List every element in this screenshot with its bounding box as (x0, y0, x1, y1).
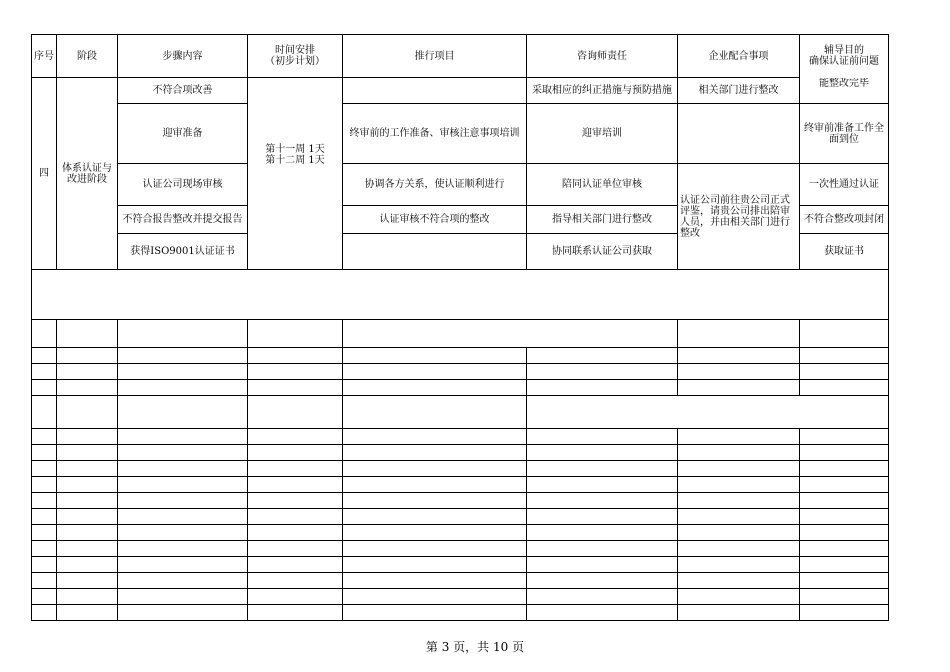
empty-cell (343, 525, 527, 541)
header-items: 推行项目 (343, 35, 527, 78)
empty-cell (343, 396, 527, 429)
section-no: 四 (32, 78, 57, 270)
empty-row (32, 557, 889, 573)
header-stage: 阶段 (57, 35, 118, 78)
empty-cell (118, 364, 248, 380)
schedule-line2: 第十二周 1天 (265, 154, 325, 166)
empty-cell (32, 509, 57, 525)
empty-cell (118, 380, 248, 396)
header-enterprise: 企业配合事项 (678, 35, 800, 78)
empty-cell (57, 541, 118, 557)
empty-cell (57, 525, 118, 541)
empty-row (32, 589, 889, 605)
empty-cell (527, 477, 678, 493)
blank-band-cell (32, 270, 889, 320)
empty-row (32, 493, 889, 509)
aux-cell: 终审前准备工作全面到位 (800, 104, 889, 164)
empty-cell (57, 445, 118, 461)
empty-cell (678, 573, 800, 589)
empty-cell (343, 348, 527, 364)
empty-row (32, 445, 889, 461)
consultant-cell: 迎审培训 (527, 104, 678, 164)
empty-cell (527, 445, 678, 461)
empty-cell (57, 380, 118, 396)
empty-cell (343, 589, 527, 605)
empty-cell (800, 541, 889, 557)
header-steps: 步骤内容 (118, 35, 248, 78)
empty-cell (118, 445, 248, 461)
empty-cell (248, 493, 343, 509)
header-aux (800, 35, 889, 78)
empty-cell (527, 429, 678, 445)
footer-middle: 页，共 (453, 640, 490, 654)
empty-cell (248, 525, 343, 541)
empty-cell (800, 429, 889, 445)
empty-cell (343, 605, 527, 621)
section-stage: 体系认证与改进阶段 (57, 78, 118, 270)
empty-cell (32, 396, 57, 429)
empty-cell (343, 509, 527, 525)
footer-page-number: 3 (441, 640, 450, 654)
empty-cell (343, 429, 527, 445)
empty-cell (800, 509, 889, 525)
aux-cell: 一次性通过认证 (800, 164, 889, 206)
empty-cell (527, 509, 678, 525)
empty-cell (57, 493, 118, 509)
item-cell: 终审前的工作准备、审核注意事项培训 (343, 104, 527, 164)
header-row (32, 35, 889, 78)
empty-cell (527, 605, 678, 621)
empty-cell (527, 573, 678, 589)
empty-cell (118, 525, 248, 541)
step-cell: 不符合报告整改并提交报告 (118, 206, 248, 234)
empty-cell (343, 541, 527, 557)
empty-cell (800, 445, 889, 461)
empty-cell (248, 364, 343, 380)
empty-cell (527, 396, 889, 429)
empty-cell (118, 541, 248, 557)
consultant-cell: 采取相应的纠正措施与预防措施 (527, 78, 678, 104)
header-schedule-line2: （初步计划） (265, 56, 325, 67)
empty-cell (118, 605, 248, 621)
item-cell: 协调各方关系，使认证顺利进行 (343, 164, 527, 206)
empty-cell (248, 589, 343, 605)
empty-cell (57, 573, 118, 589)
empty-cell (343, 380, 527, 396)
empty-cell (32, 589, 57, 605)
empty-cell (343, 557, 527, 573)
enterprise-merged-cell: 认证公司前往贵公司正式评鉴，请贵公司排出陪审人员，并由相关部门进行整改 (678, 164, 800, 270)
footer-suffix: 页 (512, 640, 525, 654)
empty-cell (678, 477, 800, 493)
empty-cell (527, 525, 678, 541)
empty-cell (248, 348, 343, 364)
aux-cell: 能整改完毕 (800, 78, 889, 104)
empty-cell (527, 557, 678, 573)
header-aux-line1: 辅导目的 (824, 45, 864, 57)
item-cell (343, 78, 527, 104)
empty-cell (678, 557, 800, 573)
empty-cell (800, 557, 889, 573)
empty-cell (57, 320, 118, 348)
empty-cell (343, 573, 527, 589)
empty-row (32, 541, 889, 557)
empty-cell (527, 589, 678, 605)
empty-cell (248, 509, 343, 525)
empty-cell (32, 493, 57, 509)
empty-cell (678, 509, 800, 525)
empty-cell (248, 573, 343, 589)
empty-cell (32, 380, 57, 396)
empty-cell (32, 320, 57, 348)
empty-row (32, 364, 889, 380)
step-cell: 不符合项改善 (118, 78, 248, 104)
item-cell: 认证审核不符合项的整改 (343, 206, 527, 234)
empty-cell (800, 605, 889, 621)
empty-cell (118, 557, 248, 573)
empty-cell (57, 589, 118, 605)
header-aux-line2: 确保认证前问题 (809, 56, 879, 68)
empty-cell (678, 525, 800, 541)
empty-cell (678, 380, 800, 396)
empty-cell (527, 364, 678, 380)
empty-cell (32, 348, 57, 364)
step-cell: 获得ISO9001认证证书 (118, 234, 248, 270)
empty-cell (118, 429, 248, 445)
empty-cell (800, 525, 889, 541)
empty-cell (800, 380, 889, 396)
header-schedule (248, 35, 343, 78)
table-row (32, 164, 889, 206)
empty-cell (678, 445, 800, 461)
enterprise-cell: 相关部门进行整改 (678, 78, 800, 104)
empty-cell (32, 445, 57, 461)
empty-cell (32, 605, 57, 621)
empty-cell (248, 445, 343, 461)
empty-cell (118, 348, 248, 364)
empty-cell (800, 364, 889, 380)
empty-cell (32, 477, 57, 493)
empty-cell (32, 573, 57, 589)
empty-cell (248, 461, 343, 477)
empty-cell (678, 320, 800, 348)
empty-cell (678, 348, 800, 364)
empty-cell (800, 573, 889, 589)
empty-cell (800, 477, 889, 493)
empty-cell (118, 396, 248, 429)
empty-cell (57, 509, 118, 525)
step-cell: 认证公司现场审核 (118, 164, 248, 206)
empty-cell (248, 320, 343, 348)
empty-cell (32, 557, 57, 573)
empty-cell (118, 509, 248, 525)
empty-cell (800, 320, 889, 348)
empty-cell (678, 589, 800, 605)
empty-cell (800, 461, 889, 477)
empty-row (32, 461, 889, 477)
blank-band-row (32, 270, 889, 320)
empty-cell (118, 477, 248, 493)
empty-cell (118, 493, 248, 509)
empty-row (32, 509, 889, 525)
empty-row (32, 477, 889, 493)
aux-cell: 不符合整改项封闭 (800, 206, 889, 234)
empty-cell (118, 589, 248, 605)
aux-cell: 获取证书 (800, 234, 889, 270)
empty-row (32, 320, 889, 348)
plan-table (31, 34, 889, 621)
footer-prefix: 第 (425, 640, 438, 654)
consultant-cell: 陪同认证单位审核 (527, 164, 678, 206)
empty-cell (57, 348, 118, 364)
empty-cell (118, 461, 248, 477)
empty-cell (32, 541, 57, 557)
empty-cell (527, 461, 678, 477)
empty-cell (678, 605, 800, 621)
empty-cell (678, 364, 800, 380)
schedule-line1: 第十一周 1天 (265, 143, 325, 155)
empty-cell (57, 461, 118, 477)
empty-cell (57, 477, 118, 493)
empty-cell (678, 461, 800, 477)
empty-cell (343, 320, 678, 348)
page-footer (0, 638, 950, 655)
empty-cell (343, 445, 527, 461)
item-cell (343, 234, 527, 270)
empty-cell (527, 493, 678, 509)
empty-cell (343, 493, 527, 509)
empty-row (32, 380, 889, 396)
empty-cell (32, 429, 57, 445)
empty-cell (343, 477, 527, 493)
empty-cell (248, 396, 343, 429)
empty-cell (32, 364, 57, 380)
section-schedule (248, 78, 343, 270)
empty-cell (32, 461, 57, 477)
table-row (32, 104, 889, 164)
empty-cell (248, 477, 343, 493)
empty-cell (248, 380, 343, 396)
empty-cell (57, 364, 118, 380)
empty-cell (678, 429, 800, 445)
empty-cell (32, 525, 57, 541)
empty-cell (57, 429, 118, 445)
empty-cell (118, 573, 248, 589)
empty-cell (248, 541, 343, 557)
footer-total-pages: 10 (493, 640, 509, 654)
empty-cell (248, 605, 343, 621)
empty-row (32, 429, 889, 445)
header-schedule-line1: 时间安排 (275, 45, 315, 56)
table-row (32, 78, 889, 104)
empty-cell (343, 364, 527, 380)
empty-cell (527, 348, 678, 364)
consultant-cell: 指导相关部门进行整改 (527, 206, 678, 234)
empty-cell (800, 589, 889, 605)
empty-cell (678, 493, 800, 509)
empty-cell (800, 493, 889, 509)
empty-cell (527, 380, 678, 396)
header-no: 序号 (32, 35, 57, 78)
empty-cell (248, 429, 343, 445)
empty-row (32, 525, 889, 541)
empty-cell (118, 320, 248, 348)
empty-cell (800, 348, 889, 364)
empty-row (32, 573, 889, 589)
empty-row (32, 605, 889, 621)
enterprise-cell (678, 104, 800, 164)
empty-row (32, 396, 889, 429)
header-consultant: 咨询师责任 (527, 35, 678, 78)
empty-row (32, 348, 889, 364)
consultant-cell: 协同联系认证公司获取 (527, 234, 678, 270)
empty-cell (57, 557, 118, 573)
empty-cell (248, 557, 343, 573)
empty-cell (678, 541, 800, 557)
empty-cell (527, 541, 678, 557)
step-cell: 迎审准备 (118, 104, 248, 164)
empty-cell (57, 605, 118, 621)
empty-cell (343, 461, 527, 477)
empty-cell (57, 396, 118, 429)
